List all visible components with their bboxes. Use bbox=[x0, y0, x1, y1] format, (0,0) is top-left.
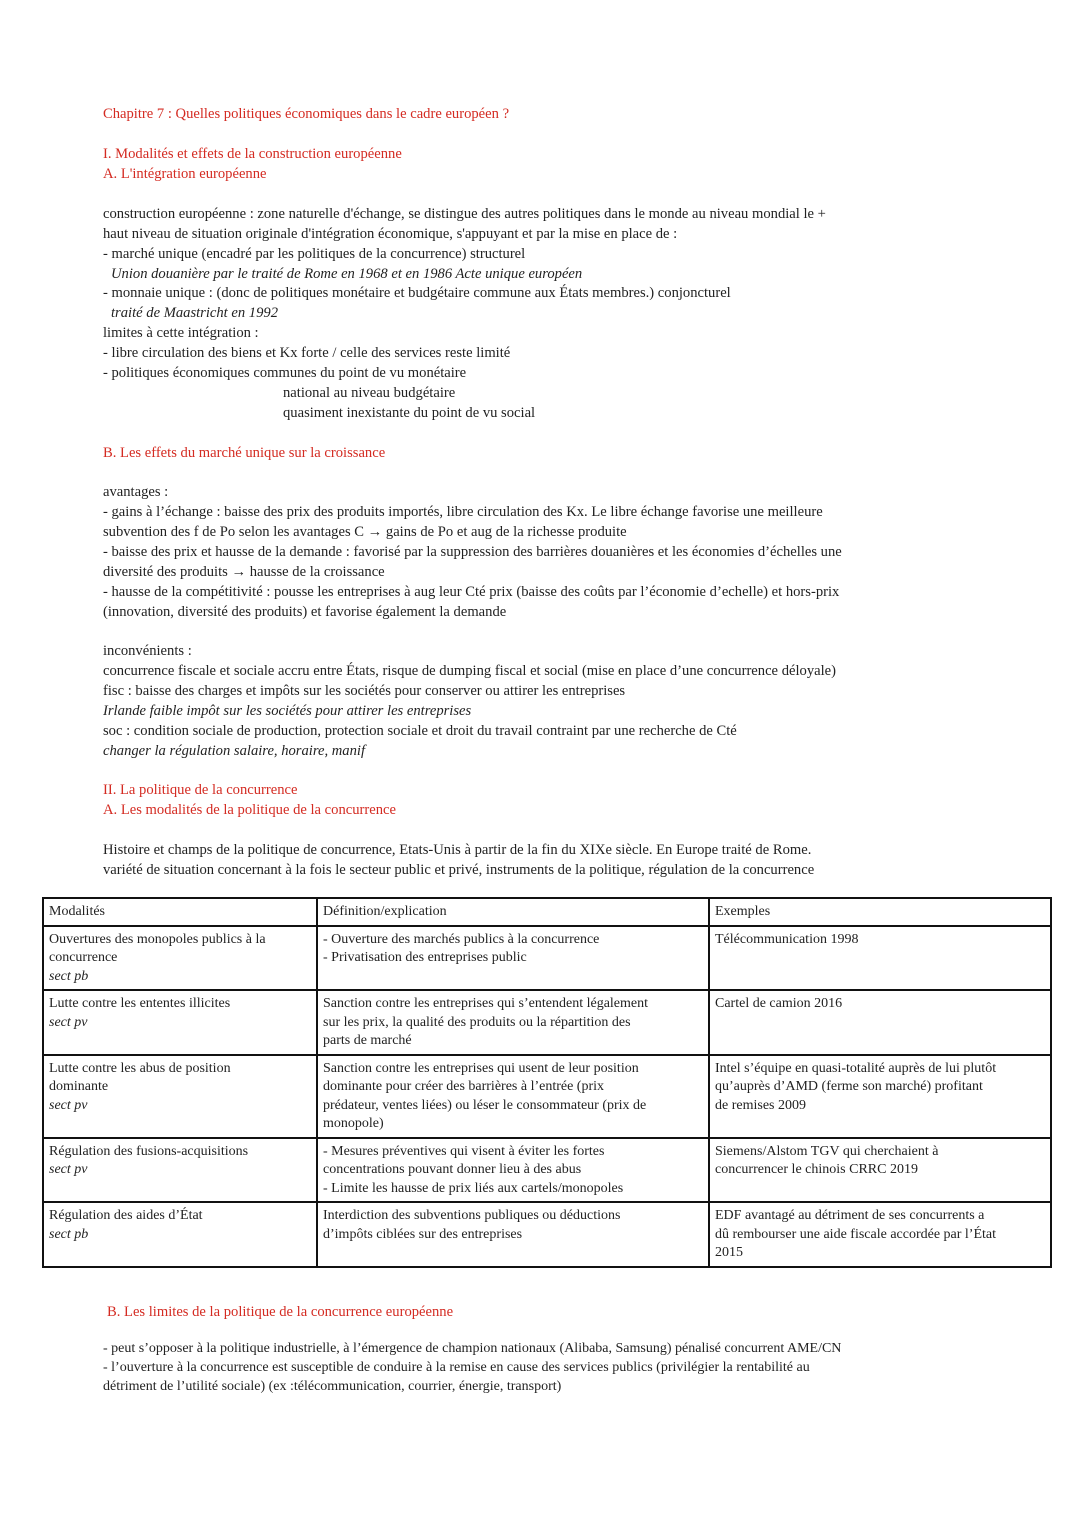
sector-tag: sect pb bbox=[49, 968, 89, 984]
table-row bbox=[43, 926, 1051, 991]
table-cell-modalite: Régulation des fusions-acquisitions sect pv bbox=[43, 1138, 317, 1203]
table-cell-exemple: Intel s’équipe en quasi-totalité auprès de lui plutôt qu’auprès d’AMD (ferme son marché) profitant de remises 2009 bbox=[709, 1055, 1051, 1138]
section-2b-title: B. Les limites de la politique de la concurrence européenne bbox=[107, 1304, 454, 1320]
table-header-row bbox=[43, 898, 1051, 926]
sector-tag: sect pv bbox=[49, 1097, 88, 1113]
text-line: - hausse de la compétitivité : pousse les entreprises à aug leur Cté prix (baisse des coûts par l’économie d’echelle) et hors-prix bbox=[103, 584, 840, 600]
table-cell-definition: Interdiction des subventions publiques ou déductions d’impôts ciblées sur des entreprises bbox=[317, 1202, 709, 1267]
table-cell-exemple: Siemens/Alstom TGV qui cherchaient à concurrencer le chinois CRRC 2019 bbox=[709, 1138, 1051, 1203]
text-line: diversité des produits → hausse de la croissance bbox=[103, 564, 385, 580]
text-line: - marché unique (encadré par les politiques de la concurrence) structurel bbox=[103, 246, 526, 262]
text-line: soc : condition sociale de production, protection sociale et droit du travail contraint par une recherche de Cté bbox=[103, 723, 737, 739]
table-header-cell: Définition/explication bbox=[317, 898, 709, 926]
example-line: Irlande faible impôt sur les sociétés pour attirer les entreprises bbox=[103, 703, 472, 719]
text-line: limites à cette intégration : bbox=[103, 325, 259, 341]
text-line: subvention des f de Po selon les avantages C → gains de Po et aug de la richesse produite bbox=[103, 524, 627, 540]
text-line: détriment de l’utilité sociale) (ex :télécommunication, courrier, énergie, transport) bbox=[103, 1379, 562, 1394]
text-line: avantages : bbox=[103, 484, 169, 500]
text-line: - gains à l’échange : baisse des prix des produits importés, libre circulation des Kx. Le libre échange favorise une meilleure bbox=[103, 504, 823, 520]
chapter-title: Chapitre 7 : Quelles politiques économiques dans le cadre européen ? bbox=[103, 106, 510, 122]
table-cell-definition: - Ouverture des marchés publics à la concurrence - Privatisation des entreprises public bbox=[317, 926, 709, 991]
table-header-cell: Modalités bbox=[43, 898, 317, 926]
table-cell-definition: - Mesures préventives qui visent à éviter les fortes concentrations pouvant donner lieu à des abus - Limite les hausse de prix liés aux cartels/monopoles bbox=[317, 1138, 709, 1203]
section-2a-title: A. Les modalités de la politique de la concurrence bbox=[103, 802, 396, 818]
table-cell-modalite: Régulation des aides d’État sect pb bbox=[43, 1202, 317, 1267]
example-line: changer la régulation salaire, horaire, manif bbox=[103, 743, 365, 759]
section-2-title: II. La politique de la concurrence bbox=[103, 782, 298, 798]
table-cell-modalite: Lutte contre les ententes illicites sect pv bbox=[43, 990, 317, 1055]
section-1b-title: B. Les effets du marché unique sur la croissance bbox=[103, 445, 386, 461]
table-row bbox=[43, 1138, 1051, 1203]
text-line: - baisse des prix et hausse de la demande : favorisé par la suppression des barrières douanières et les économies d’échelles une bbox=[103, 544, 842, 560]
text-line: national au niveau budgétaire bbox=[283, 385, 456, 401]
table-cell-exemple: Cartel de camion 2016 bbox=[709, 990, 1051, 1055]
text-line: (innovation, diversité des produits) et favorise également la demande bbox=[103, 604, 507, 620]
example-line: traité de Maastricht en 1992 bbox=[111, 305, 278, 321]
text-line: haut niveau de situation originale d'intégration économique, s'appuyant et par la mise en place de : bbox=[103, 226, 678, 242]
competition-policy-table bbox=[42, 897, 1052, 1268]
text-line: - libre circulation des biens et Kx forte / celle des services reste limité bbox=[103, 345, 511, 361]
table-row bbox=[43, 1202, 1051, 1267]
text-line: quasiment inexistante du point de vu social bbox=[283, 405, 536, 421]
section-1-title: I. Modalités et effets de la construction européenne bbox=[103, 146, 402, 162]
table-cell-modalite: Lutte contre les abus de position dominante sect pv bbox=[43, 1055, 317, 1138]
sector-tag: sect pv bbox=[49, 1162, 88, 1177]
example-line: Union douanière par le traité de Rome en 1968 et en 1986 Acte unique européen bbox=[111, 266, 583, 282]
table-header-cell: Exemples bbox=[709, 898, 1051, 926]
text-line: - politiques économiques communes du point de vu monétaire bbox=[103, 365, 467, 381]
table-cell-exemple: Télécommunication 1998 bbox=[709, 926, 1051, 991]
sector-tag: sect pv bbox=[49, 1014, 88, 1030]
text-line: variété de situation concernant à la fois le secteur public et privé, instruments de la politique, régulation de la concurrence bbox=[103, 862, 815, 878]
text-line: inconvénients : bbox=[103, 643, 192, 659]
table-row bbox=[43, 1055, 1051, 1138]
sector-tag: sect pb bbox=[49, 1226, 89, 1242]
table-cell-definition: Sanction contre les entreprises qui s’entendent légalement sur les prix, la qualité des produits ou la répartition des parts de marché bbox=[317, 990, 709, 1055]
table-cell-modalite: Ouvertures des monopoles publics à la concurrence sect pb bbox=[43, 926, 317, 991]
text-line: - peut s’opposer à la politique industrielle, à l’émergence de champion nationaux (Alibaba, Samsung) pénalisé concurrent AME/CN bbox=[103, 1341, 842, 1356]
table-cell-exemple: EDF avantagé au détriment de ses concurrents a dû rembourser une aide fiscale accordée par l’État 2015 bbox=[709, 1202, 1051, 1267]
text-line: concurrence fiscale et sociale accru entre États, risque de dumping fiscal et social (mise en place d’une concurrence déloyale) bbox=[103, 663, 836, 679]
text-line: fisc : baisse des charges et impôts sur les sociétés pour conserver ou attirer les entreprises bbox=[103, 683, 626, 699]
text-line: - l’ouverture à la concurrence est susceptible de conduire à la remise en cause des services publics (privilégier la rentabilité au bbox=[103, 1360, 810, 1375]
text-line: construction européenne : zone naturelle d'échange, se distingue des autres politiques dans le monde au niveau mondial le + bbox=[103, 206, 826, 222]
table-row bbox=[43, 990, 1051, 1055]
section-1a-title: A. L'intégration européenne bbox=[103, 166, 267, 182]
table-cell-definition: Sanction contre les entreprises qui usent de leur position dominante pour créer des barrières à l’entrée (prix prédateur, ventes liées) ou léser le consommateur (prix de monopole) bbox=[317, 1055, 709, 1138]
text-line: - monnaie unique : (donc de politiques monétaire et budgétaire commune aux États membres.) conjoncturel bbox=[103, 285, 731, 301]
text-line: Histoire et champs de la politique de concurrence, Etats-Unis à partir de la fin du XIXe siècle. En Europe traité de Rome. bbox=[103, 842, 812, 858]
